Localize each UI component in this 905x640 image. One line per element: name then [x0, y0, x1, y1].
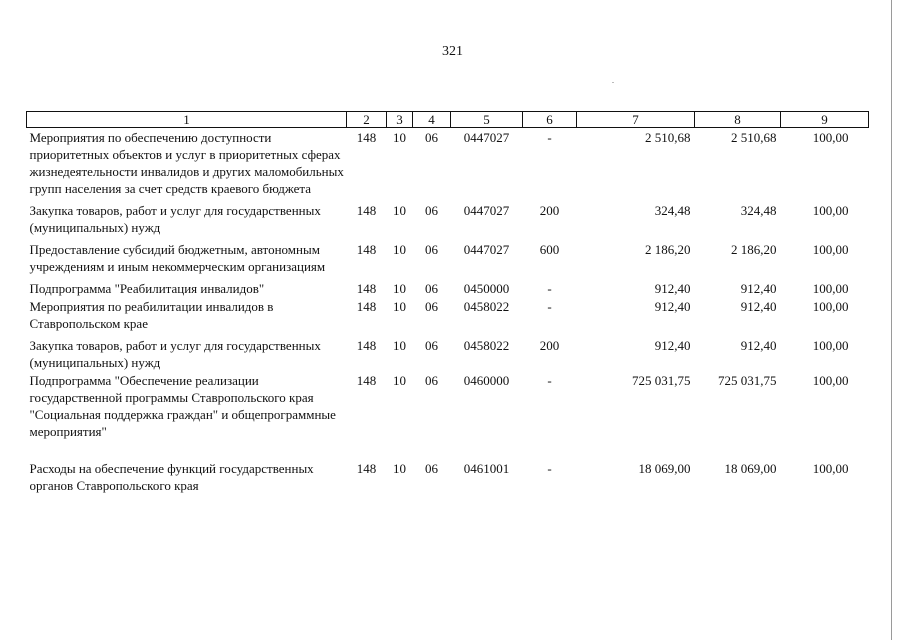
cell-subsection: 06: [425, 373, 438, 388]
cell-percent: 100,00: [812, 203, 849, 218]
table-row: [27, 128, 869, 202]
cell-planned: 912,40: [654, 281, 691, 296]
cell-ministry: 148: [356, 281, 377, 296]
cell-planned: 2 186,20: [645, 242, 691, 257]
row-name: Предоставление субсидий бюджетным, автономным учреждениям и иным некоммерческим организациям: [29, 242, 326, 274]
cell-executed: 2 510,68: [731, 130, 777, 145]
cell-planned: 2 510,68: [645, 130, 691, 145]
cell-target-article: 0447027: [463, 203, 510, 218]
cell-executed: 912,40: [740, 281, 777, 296]
cell-section: 10: [393, 461, 406, 476]
cell-expense-type: -: [547, 461, 552, 476]
cell-planned: 18 069,00: [638, 461, 691, 476]
col-header-3: 3: [387, 112, 413, 128]
table-row: [27, 240, 869, 279]
row-name: Закупка товаров, работ и услуг для государственных (муниципальных) нужд: [29, 338, 321, 370]
cell-target-article: 0447027: [463, 130, 510, 145]
cell-subsection: 06: [425, 130, 438, 145]
cell-expense-type: -: [547, 281, 552, 296]
cell-executed: 912,40: [740, 338, 777, 353]
table-row: [27, 459, 869, 494]
row-name: Мероприятия по реабилитации инвалидов в Ставропольском крае: [29, 299, 274, 331]
budget-table: [26, 111, 869, 494]
row-name: Расходы на обеспечение функций государственных органов Ставропольского края: [29, 461, 314, 493]
cell-section: 10: [393, 130, 406, 145]
cell-subsection: 06: [425, 281, 438, 296]
cell-executed: 18 069,00: [724, 461, 777, 476]
cell-ministry: 148: [356, 242, 377, 257]
col-header-1: 1: [27, 112, 347, 128]
cell-percent: 100,00: [812, 373, 849, 388]
cell-executed: 912,40: [740, 299, 777, 314]
cell-section: 10: [393, 281, 406, 296]
page-edge-line: [891, 0, 892, 640]
cell-ministry: 148: [356, 461, 377, 476]
cell-subsection: 06: [425, 299, 438, 314]
cell-section: 10: [393, 373, 406, 388]
cell-planned: 324,48: [654, 203, 691, 218]
table-row: [27, 371, 869, 459]
cell-target-article: 0458022: [463, 299, 510, 314]
col-header-8: 8: [695, 112, 781, 128]
table-row: [27, 297, 869, 336]
cell-section: 10: [393, 338, 406, 353]
cell-ministry: 148: [356, 373, 377, 388]
cell-executed: 324,48: [740, 203, 777, 218]
cell-target-article: 0447027: [463, 242, 510, 257]
table-row: [27, 201, 869, 240]
cell-subsection: 06: [425, 242, 438, 257]
row-name: Закупка товаров, работ и услуг для государственных (муниципальных) нужд: [29, 203, 321, 235]
cell-target-article: 0460000: [463, 373, 510, 388]
col-header-5: 5: [451, 112, 523, 128]
cell-executed: 725 031,75: [718, 373, 777, 388]
page-number: 321: [442, 44, 463, 59]
cell-expense-type: -: [547, 373, 552, 388]
cell-percent: 100,00: [812, 281, 849, 296]
col-header-7: 7: [577, 112, 695, 128]
cell-expense-type: 200: [539, 338, 560, 353]
cell-percent: 100,00: [812, 299, 849, 314]
cell-percent: 100,00: [812, 242, 849, 257]
row-name: Подпрограмма "Реабилитация инвалидов": [29, 281, 265, 296]
cell-section: 10: [393, 203, 406, 218]
row-name: Мероприятия по обеспечению доступности приоритетных объектов и услуг в приоритетных сферах жизнедеятельности инвалидов и других маломобильных групп населения за счет средств краевого бюджета: [29, 130, 344, 196]
cell-percent: 100,00: [812, 461, 849, 476]
col-header-6: 6: [523, 112, 577, 128]
col-header-2: 2: [347, 112, 387, 128]
cell-target-article: 0458022: [463, 338, 510, 353]
col-header-9: 9: [781, 112, 869, 128]
cell-subsection: 06: [425, 203, 438, 218]
cell-expense-type: 200: [539, 203, 560, 218]
row-name: Подпрограмма "Обеспечение реализации государственной программы Ставропольского края "Социальная поддержка граждан" и общепрограммные мероприятия": [29, 373, 336, 439]
cell-executed: 2 186,20: [731, 242, 777, 257]
cell-subsection: 06: [425, 338, 438, 353]
cell-expense-type: -: [547, 130, 552, 145]
cell-target-article: 0450000: [463, 281, 510, 296]
cell-ministry: 148: [356, 299, 377, 314]
cell-section: 10: [393, 299, 406, 314]
scan-mark: [612, 82, 614, 83]
cell-ministry: 148: [356, 338, 377, 353]
cell-expense-type: -: [547, 299, 552, 314]
cell-subsection: 06: [425, 461, 438, 476]
table-row: [27, 279, 869, 297]
cell-target-article: 0461001: [463, 461, 510, 476]
table-row: [27, 336, 869, 371]
cell-percent: 100,00: [812, 130, 849, 145]
cell-expense-type: 600: [539, 242, 560, 257]
header-row: [27, 112, 869, 128]
col-header-4: 4: [413, 112, 451, 128]
cell-planned: 912,40: [654, 338, 691, 353]
cell-ministry: 148: [356, 203, 377, 218]
cell-percent: 100,00: [812, 338, 849, 353]
cell-ministry: 148: [356, 130, 377, 145]
cell-section: 10: [393, 242, 406, 257]
cell-planned: 725 031,75: [632, 373, 691, 388]
cell-planned: 912,40: [654, 299, 691, 314]
